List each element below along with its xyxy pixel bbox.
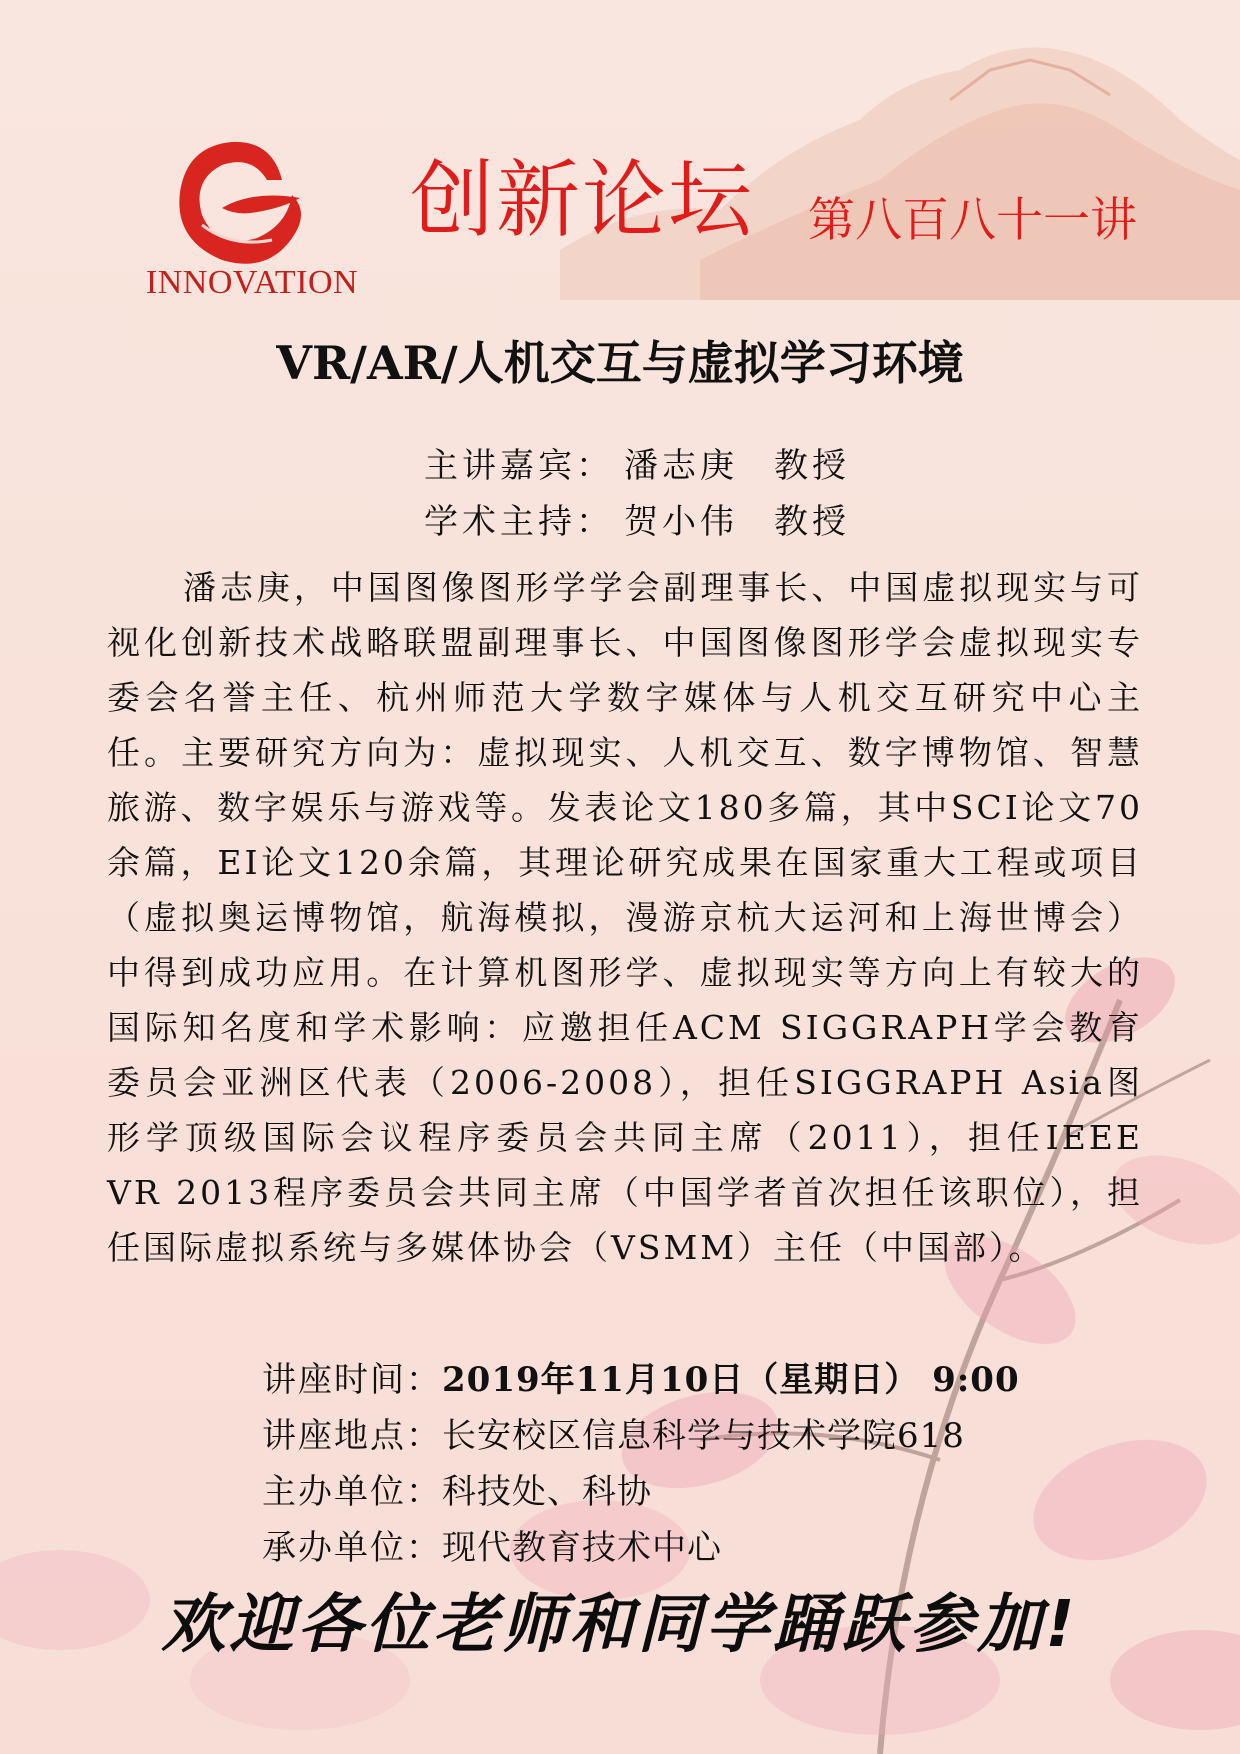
host-role: 教授 — [774, 502, 850, 542]
host-unit-label: 主办单位： — [262, 1472, 442, 1512]
speaker-name: 潘志庚 — [624, 446, 738, 486]
host-unit-value: 科技处、科协 — [442, 1472, 652, 1512]
speaker-list — [424, 438, 850, 550]
forum-title: 创新论坛 — [410, 151, 755, 249]
lecture-info — [262, 1352, 1020, 1576]
place-row — [262, 1408, 1020, 1464]
time-row — [262, 1352, 1020, 1408]
logo-text: INNOVATION — [145, 264, 359, 301]
host-row — [424, 494, 850, 550]
host-label: 学术主持： — [424, 502, 614, 542]
organizer-row — [262, 1520, 1020, 1576]
speaker-row — [424, 438, 850, 494]
innovation-logo — [145, 130, 359, 305]
time-value: 2019年11月10日（星期日） 9:00 — [442, 1360, 1020, 1400]
swirl-logo-icon — [162, 130, 312, 280]
place-label: 讲座地点： — [262, 1416, 442, 1456]
organizer-label: 承办单位： — [262, 1528, 442, 1568]
speaker-label: 主讲嘉宾： — [424, 446, 614, 486]
welcome-message: 欢迎各位老师和同学踊跃参加! — [161, 1588, 1079, 1662]
time-label: 讲座时间： — [262, 1360, 442, 1400]
place-value: 长安校区信息科学与技术学院618 — [442, 1416, 965, 1456]
organizer-value: 现代教育技术中心 — [442, 1528, 722, 1568]
speaker-role: 教授 — [774, 446, 850, 486]
talk-title: VR/AR/人机交互与虚拟学习环境 — [276, 336, 964, 390]
host-unit-row — [262, 1464, 1020, 1520]
host-name: 贺小伟 — [624, 502, 738, 542]
lecture-number: 第八百八十一讲 — [808, 193, 1137, 248]
speaker-bio: 潘志庚，中国图像图形学学会副理事长、中国虚拟现实与可视化创新技术战略联盟副理事长、中国图像图形学会虚拟现实专委会名誉主任、杭州师范大学数字媒体与人机交互研究中心主任。主要研究方向为：虚拟现实、人机交互、数字博物馆、智慧旅游、数字娱乐与游戏等。发表论文180多篇，其中SCI论文70余篇，EI论文120余篇，其理论研究成果在国家重大工程或项目（虚拟奥运博物馆，航海模拟，漫游京杭大运河和上海世博会）中得到成功应用。在计算机图形学、虚拟现实等方向上有较大的国际知名度和学术影响：应邀担任ACM SIGGRAPH学会教育委员会亚洲区代表（2006-2008），担任SIGGRAPH Asia图形学顶级国际会议程序委员会共同主席（2011），担任IEEE VR 2013程序委员会共同主席（中国学者首次担任该职位），担任国际虚拟系统与多媒体协会（VSMM）主任（中国部）。 — [107, 568, 1143, 1267]
